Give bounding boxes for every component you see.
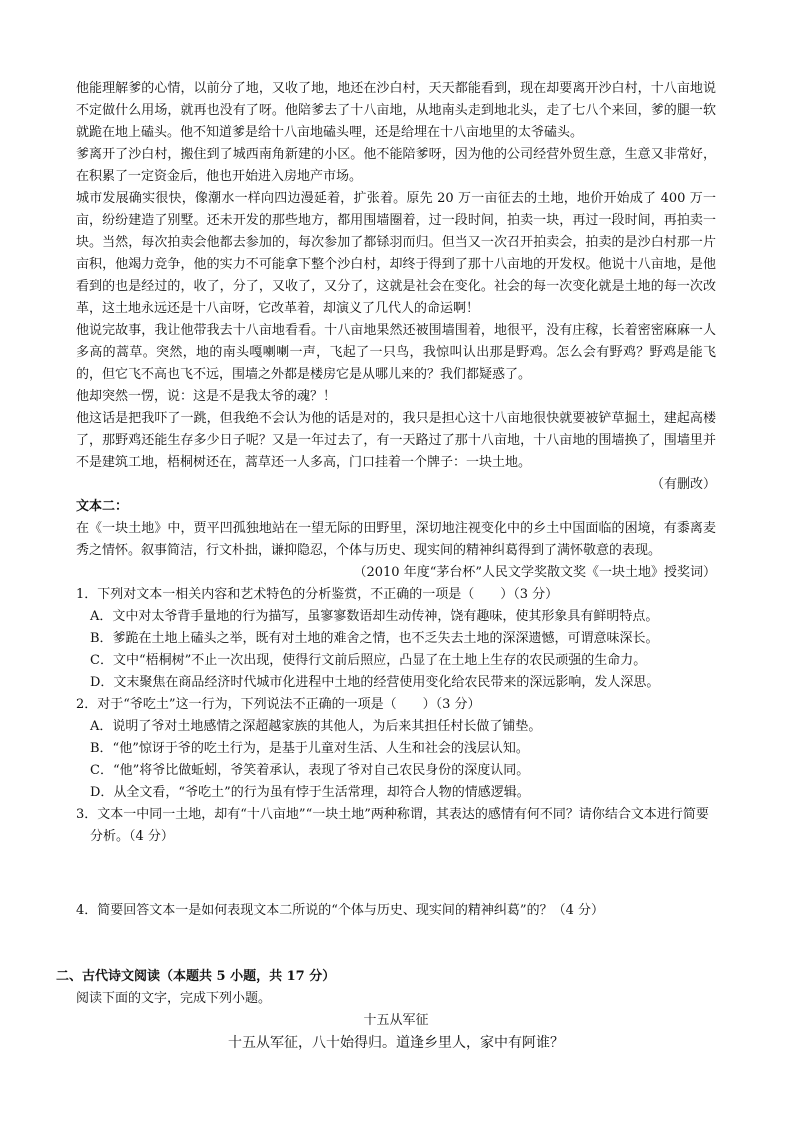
answer-space [76, 922, 716, 966]
text1-paragraph: 他能理解爹的心情，以前分了地，又收了地，地还在沙白村，天天都能看到，现在却要离开沙白村，十八亩地说不定做什么用场，就再也没有了呀。他陪爹去了十八亩地，从地南头走到地北头，走了七八个来回，爹的腿一软就跪在地上磕头。他不知道爹是给十八亩地磕头哩，还是给埋在十八亩地里的太爷磕头。 [76, 81, 716, 140]
option-d: D．从全文看，“爷吃土”的行为虽有悖于生活常理，却符合人物的情感逻辑。 [90, 785, 530, 800]
poem-line: 十五从军征，八十始得归。道逢乡里人，家中有阿谁？ [228, 1035, 564, 1051]
text1-paragraph: 城市发展确实很快，像潮水一样向四边漫延着，扩张着。原先 20 万一亩征去的土地，地价开始成了 400 万一亩，纷纷建造了别墅。还未开发的那些地方，都用围墙圈着，过一段时间，拍卖一块，再过一段时间，再拍卖一块。当然，每次拍卖会他都去参加的，每次参加了都铩羽而归。但当又一次召开拍卖会，拍卖的是沙白村那一片亩积，他竭力竞争，他的实力不可能拿下整个沙白村，却终于得到了那十八亩地的开发权。他说十八亩地，是他看到的也是经过的，收了，分了，又收了，又分了，这就是社会在变化。社会的每一次变化就是土地的每一次改革，这土地永远还是十八亩呀，它改革着，却演义了几代人的命运啊！ [76, 191, 716, 316]
option-b: B．爹跪在土地上磕头之举，既有对土地的难舍之情，也不乏失去土地的深深遗憾，可谓意味深长。 [90, 631, 659, 646]
option-a: A．说明了爷对土地感情之深超越家族的其他人，为后来其担任村长做了铺垫。 [90, 719, 542, 734]
text1-paragraph: 爹离开了沙白村，搬住到了城西南角新建的小区。他不能陪爹呀，因为他的公司经营外贸生意，生意又非常好，在积累了一定资金后，他也开始进入房地产市场。 [76, 147, 716, 184]
question-1 [76, 584, 716, 694]
option-a: A．文中对太爷背手量地的行为描写，虽寥寥数语却生动传神，饶有趣味，使其形象具有鲜明特点。 [90, 609, 659, 624]
text2-source: （2010 年度“茅台杯”人民文学奖散文奖《一块土地》授奖词） [353, 565, 716, 580]
section-instruction: 阅读下面的文字，完成下列小题。 [76, 991, 272, 1006]
section-heading: 二、古代诗文阅读（本题共 5 小题，共 17 分） [56, 969, 336, 984]
question-2 [76, 694, 716, 804]
text1-paragraph: 他说完故事，我让他带我去十八亩地看看。十八亩地果然还被围墙围着，地很平，没有庄稼，长着密密麻麻一人多高的蒿草。突然，地的南头嘎喇喇一声，飞起了一只鸟，我惊叫认出那是野鸡。怎么会有野鸡？野鸡是能飞的，但它飞不高也飞不远，围墙之外都是楼房它是从哪儿来的？我们都疑惑了。 [76, 323, 716, 382]
text1-paragraph: 他这话是把我吓了一跳，但我绝不会认为他的话是对的，我只是担心这十八亩地很快就要被铲草掘土，建起高楼了，那野鸡还能生存多少日子呢？又是一年过去了，有一天路过了那十八亩地，十八亩地的围墙换了，围墙里并不是建筑工地，梧桐树还在，蒿草还一人多高，门口挂着一个牌子：一块土地。 [76, 411, 716, 470]
exam-page [56, 78, 716, 1054]
question-stem: 3．文本一中同一土地，却有“十八亩地”“一块土地”两种称谓，其表达的感情有何不同？请你结合文本进行简要分析。（4 分） [76, 807, 709, 844]
option-c: C．文中“梧桐树”不止一次出现，使得行文前后照应，凸显了在土地上生存的农民顽强的生命力。 [90, 653, 647, 668]
poem-title: 十五从军征 [363, 1013, 429, 1028]
question-3 [76, 804, 716, 848]
option-d: D．文末聚焦在商品经济时代城市化进程中土地的经营使用变化给农民带来的深远影响，发人深思。 [90, 675, 660, 690]
answer-space [76, 848, 716, 900]
question-stem: 2．对于“爷吃土”这一行为，下列说法不正确的一项是（ ）（3 分） [76, 697, 481, 712]
question-stem: 4．简要回答文本一是如何表现文本二所说的“个体与历史、现实间的精神纠葛”的？（4 分） [76, 903, 604, 918]
text2-heading: 文本二： [76, 499, 129, 514]
question-4 [76, 900, 716, 922]
text1-paragraph: 他却突然一愣，说：这是不是我太爷的魂？！ [76, 389, 337, 404]
text1-passage [76, 78, 716, 496]
option-c: C．“他”将爷比做蚯蚓，爷笑着承认，表现了爷对自己农民身份的深度认同。 [90, 763, 530, 778]
text2-body: 在《一块土地》中，贾平凹孤独地站在一望无际的田野里，深切地注视变化中的乡土中国面临的困境，有黍离麦秀之情怀。叙事简洁，行文朴拙，谦抑隐忍，个体与历史、现实间的精神纠葛得到了满怀敬意的表现。 [76, 521, 716, 558]
option-b: B．“他”惊讶于爷的吃土行为，是基于儿童对生活、人生和社会的浅层认知。 [90, 741, 529, 756]
abridged-note: （有删改） [650, 477, 716, 492]
section-2 [56, 966, 716, 1054]
text2-section [76, 496, 716, 584]
question-stem: 1．下列对文本一相关内容和艺术特色的分析鉴赏，不正确的一项是（ ）（3 分） [76, 587, 559, 602]
